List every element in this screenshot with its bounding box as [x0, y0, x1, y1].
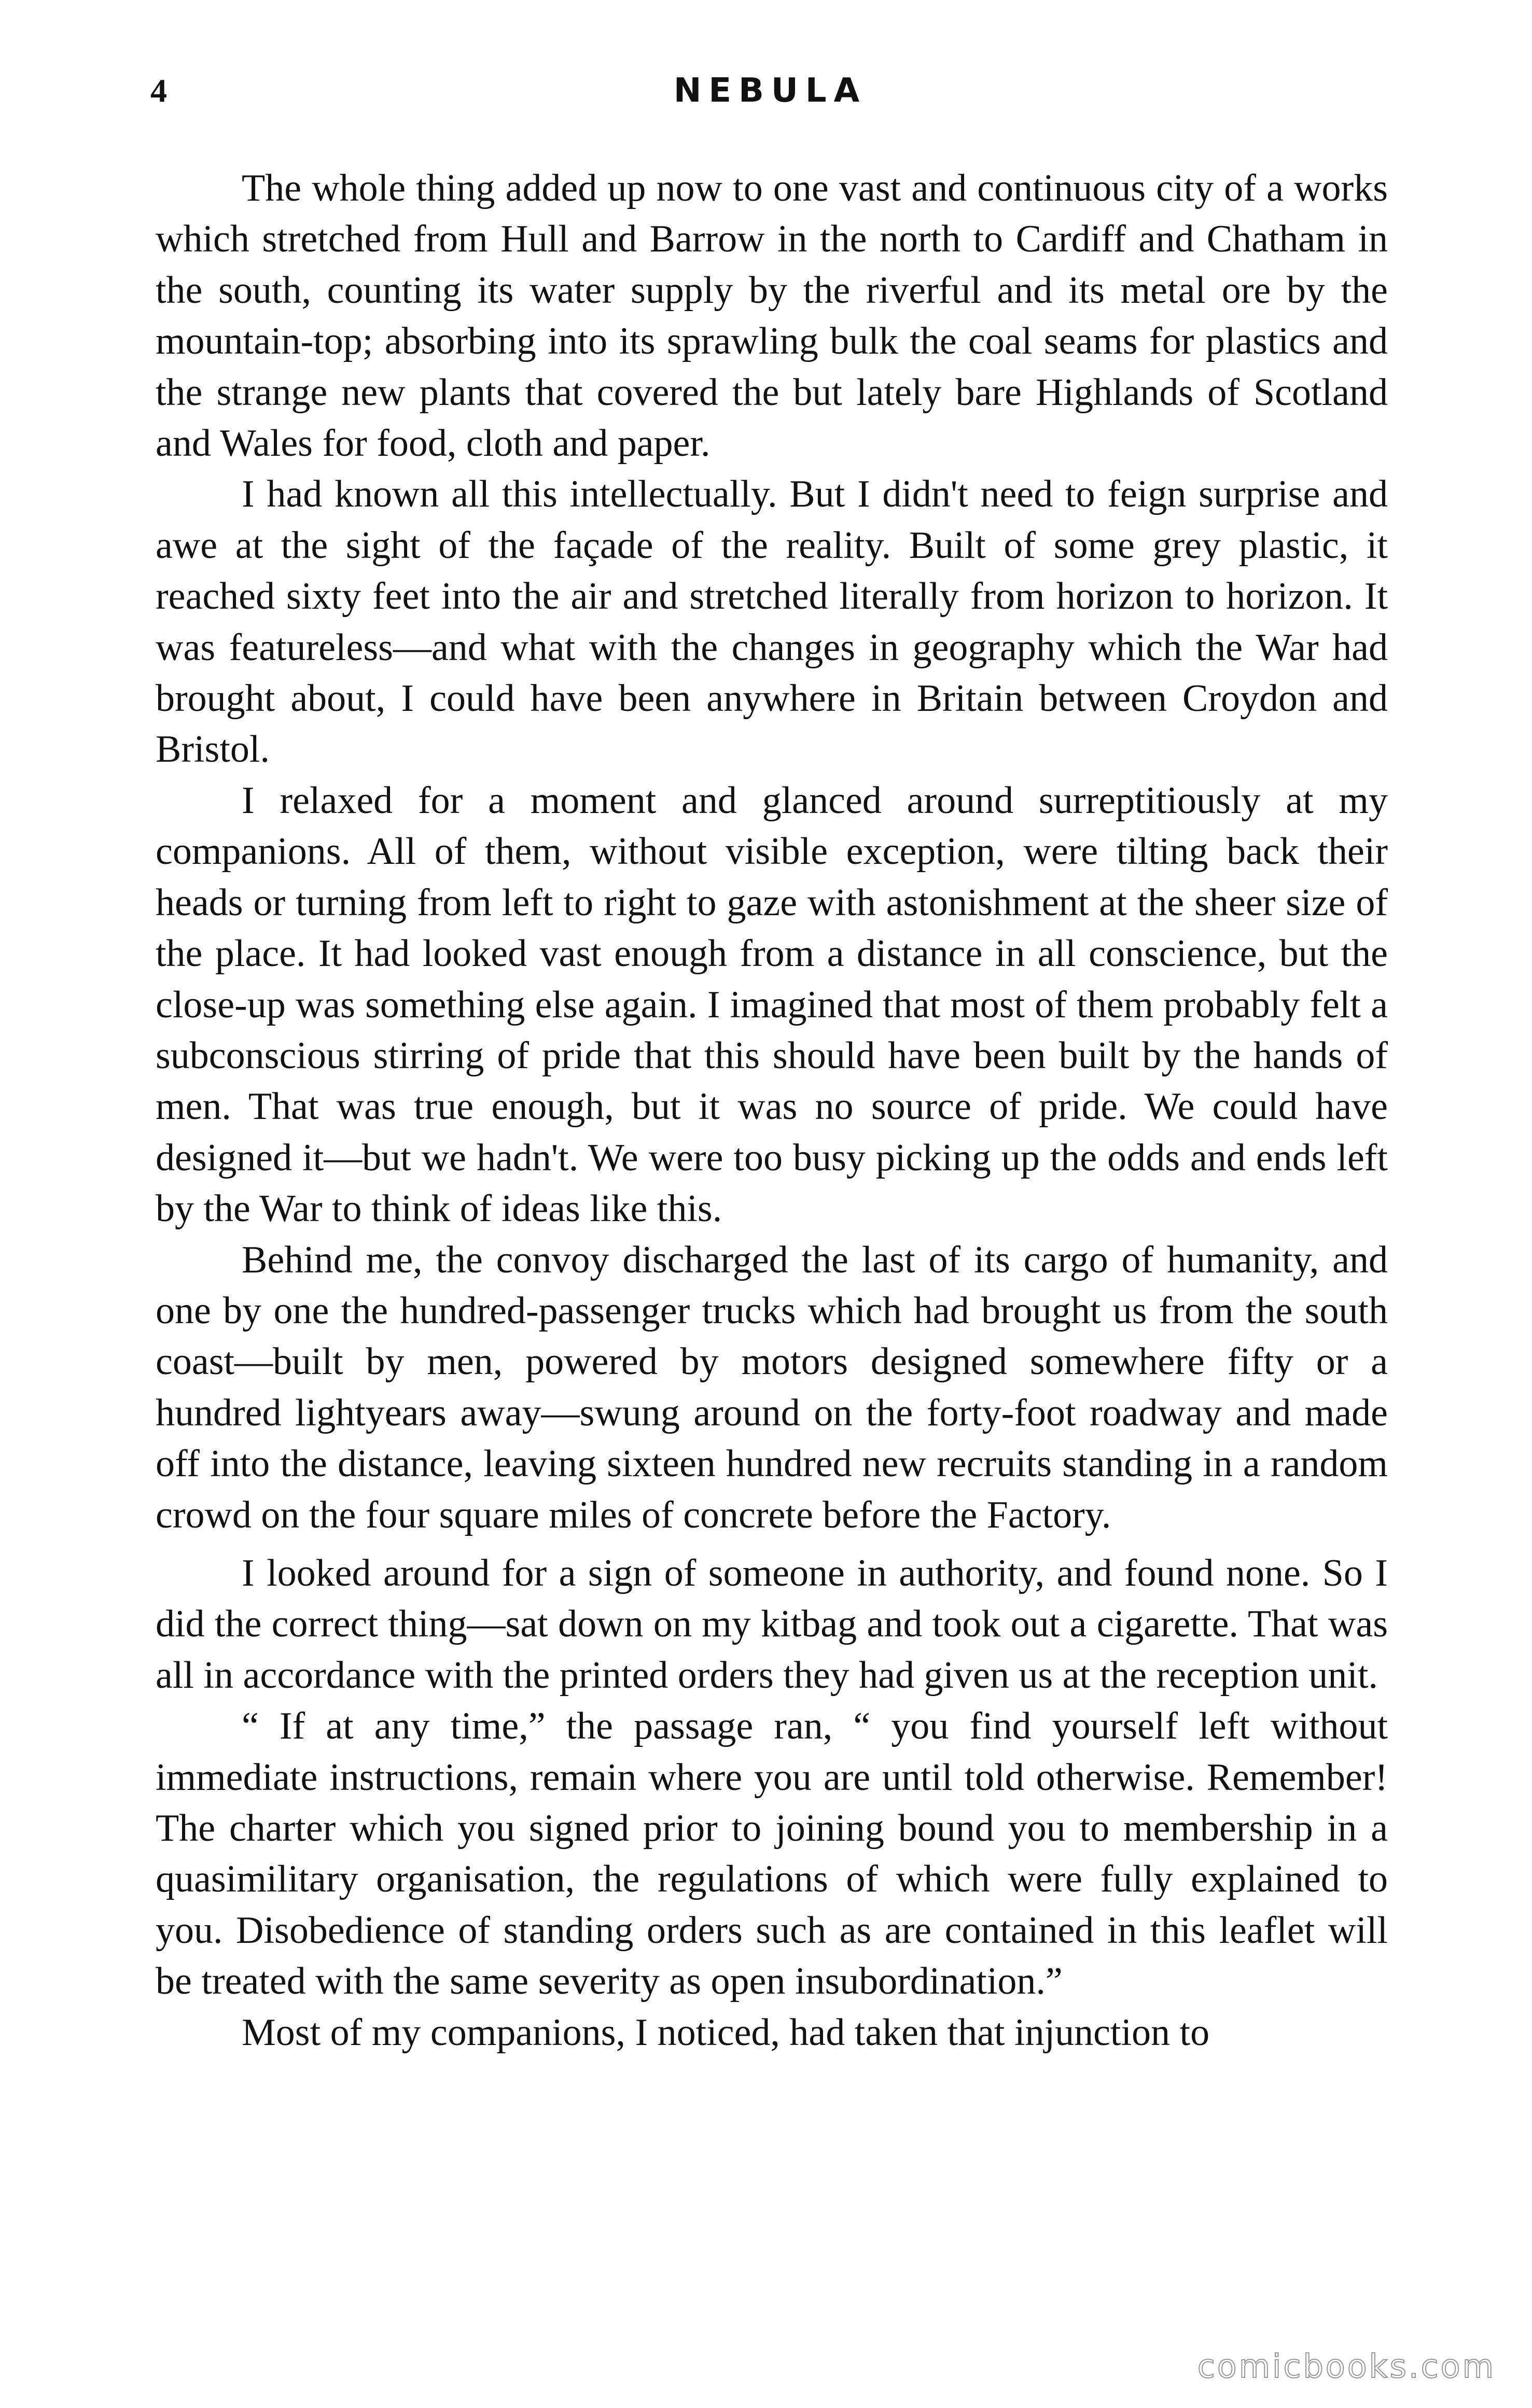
running-title: NEBULA [673, 72, 867, 110]
watermark: comicbooks.com [1197, 2347, 1496, 2385]
body-text [156, 163, 1388, 2058]
paragraph-5: I looked around for a sign of someone in authority, and found none. So I did the correct thing—sat down on my kitbag and took out a cigarette. That was all in accordance with the printed orders they had given us at the reception unit. [156, 1551, 1388, 1697]
paragraph-4: Behind me, the convoy discharged the last of its cargo of humanity, and one by one the hundred-passenger trucks which had brought us from the south coast—built by men, powered by motors designed somewhere fifty or a hundred lightyears away—swung around on the forty-foot roadway and made off into the distance, leaving sixteen hundred new recruits standing in a random crowd on the four square miles of concrete before the Factory. [156, 1238, 1388, 1536]
paragraph-7: Most of my companions, I noticed, had taken that injunction to [242, 2011, 1210, 2054]
paragraph-3: I relaxed for a moment and glanced around surreptitiously at my companions. All of them, without visible exception, were tilting back their heads or turning from left to right to gaze with astonishment at the sheer size of the place. It had looked vast enough from a distance in all conscience, but the close-up was something else again. I imagined that most of them probably felt a subconscious stirring of pride that this should have been built by the hands of men. That was true enough, but it was no source of pride. We could have designed it—but we hadn't. We were too busy picking up the odds and ends left by the War to think of ideas like this. [156, 779, 1388, 1230]
paragraph-6: “ If at any time,” the passage ran, “ you find yourself left without immediate instructions, remain where you are until told otherwise. Remember! The charter which you signed prior to joining bound you to membership in a quasimilitary organisation, the regulations of which were fully explained to you. Disobedience of standing orders such as are contained in this leaflet will be treated with the same severity as open insubordination.” [156, 1705, 1388, 2003]
page-number: 4 [150, 72, 167, 109]
paragraph-1: The whole thing added up now to one vast and continuous city of a works which stretched from Hull and Barrow in the north to Cardiff and Chatham in the south, counting its water supply by the riverful and its metal ore by the mountain-top; absorbing into its sprawling bulk the coal seams for plastics and the strange new plants that covered the but lately bare Highlands of Scotland and Wales for food, cloth and paper. [156, 167, 1388, 465]
paragraph-2: I had known all this intellectually. But I didn't need to feign surprise and awe at the sight of the façade of the reality. Built of some grey plastic, it reached sixty feet into the air and stretched literally from horizon to horizon. It was featureless—and what with the changes in geography which the War had brought about, I could have been anywhere in Britain between Croydon and Bristol. [156, 473, 1388, 771]
page-header [150, 67, 1390, 114]
